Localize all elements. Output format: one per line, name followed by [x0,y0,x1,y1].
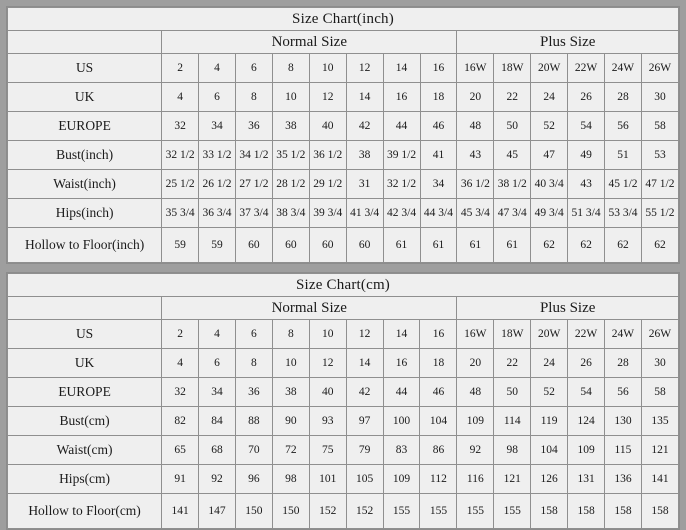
cell-uk-12: 28 [605,83,642,112]
cell-hollow-11: 62 [568,228,605,263]
cell-us-3: 8 [272,54,309,83]
cell-us-9: 18W [494,320,531,349]
cell-europe-8: 48 [457,378,494,407]
cell-hips-11: 131 [568,465,605,494]
cell-us-12: 24W [605,54,642,83]
row-label-hips: Hips(inch) [8,199,162,228]
cell-uk-11: 26 [568,83,605,112]
cell-uk-7: 18 [420,349,457,378]
cell-hollow-13: 158 [641,494,678,529]
cell-bust-10: 47 [531,141,568,170]
row-label-europe: EUROPE [8,112,162,141]
cell-uk-5: 14 [346,83,383,112]
cell-hollow-8: 155 [457,494,494,529]
cell-hips-1: 92 [199,465,236,494]
cell-uk-11: 26 [568,349,605,378]
cell-hips-0: 91 [162,465,199,494]
cell-bust-3: 90 [272,407,309,436]
cell-europe-4: 40 [309,378,346,407]
corner-blank-cell [8,297,162,320]
cell-waist-11: 109 [568,436,605,465]
row-label-hips: Hips(cm) [8,465,162,494]
cell-uk-9: 22 [494,83,531,112]
cell-bust-1: 84 [199,407,236,436]
cell-bust-9: 45 [494,141,531,170]
row-label-us: US [8,54,162,83]
cell-europe-13: 58 [641,112,678,141]
cell-us-11: 22W [568,54,605,83]
table-row [8,320,679,349]
cell-europe-9: 50 [494,112,531,141]
cell-us-2: 6 [235,54,272,83]
cell-bust-1: 33 1/2 [199,141,236,170]
cell-us-2: 6 [235,320,272,349]
cell-us-7: 16 [420,320,457,349]
row-label-uk: UK [8,349,162,378]
cell-europe-5: 42 [346,378,383,407]
cell-europe-3: 38 [272,378,309,407]
cell-europe-12: 56 [605,112,642,141]
cell-uk-7: 18 [420,83,457,112]
cell-uk-9: 22 [494,349,531,378]
cell-hips-0: 35 3/4 [162,199,199,228]
row-label-europe: EUROPE [8,378,162,407]
cell-bust-5: 97 [346,407,383,436]
cell-uk-10: 24 [531,83,568,112]
cell-europe-10: 52 [531,378,568,407]
cell-europe-11: 54 [568,112,605,141]
size-chart-cm-table [7,273,679,529]
cell-hips-4: 101 [309,465,346,494]
cell-bust-6: 39 1/2 [383,141,420,170]
cell-hollow-11: 158 [568,494,605,529]
cell-hollow-3: 150 [272,494,309,529]
cell-hollow-8: 61 [457,228,494,263]
cell-waist-2: 27 1/2 [235,170,272,199]
cell-waist-12: 115 [605,436,642,465]
chart-title-row [8,8,679,31]
cell-hollow-9: 155 [494,494,531,529]
table-row [8,407,679,436]
cell-europe-9: 50 [494,378,531,407]
cell-hips-12: 136 [605,465,642,494]
cell-us-3: 8 [272,320,309,349]
cell-bust-0: 82 [162,407,199,436]
cell-hips-11: 51 3/4 [568,199,605,228]
cell-waist-13: 121 [641,436,678,465]
cell-bust-4: 36 1/2 [309,141,346,170]
cell-hollow-2: 60 [235,228,272,263]
cell-waist-9: 98 [494,436,531,465]
cell-us-6: 14 [383,54,420,83]
cell-uk-3: 10 [272,83,309,112]
cell-us-8: 16W [457,320,494,349]
cell-uk-6: 16 [383,349,420,378]
cell-uk-3: 10 [272,349,309,378]
cell-hollow-7: 155 [420,494,457,529]
table-row [8,83,679,112]
cell-europe-6: 44 [383,112,420,141]
cell-us-12: 24W [605,320,642,349]
cell-hollow-4: 152 [309,494,346,529]
row-label-waist: Waist(inch) [8,170,162,199]
cell-hollow-2: 150 [235,494,272,529]
cell-hips-6: 109 [383,465,420,494]
cell-hips-10: 49 3/4 [531,199,568,228]
chart-group-row [8,297,679,320]
cell-bust-2: 88 [235,407,272,436]
cell-hollow-5: 152 [346,494,383,529]
cell-europe-8: 48 [457,112,494,141]
cell-bust-10: 119 [531,407,568,436]
cell-uk-2: 8 [235,349,272,378]
cell-uk-12: 28 [605,349,642,378]
cell-europe-1: 34 [199,378,236,407]
cell-bust-7: 41 [420,141,457,170]
cell-hips-4: 39 3/4 [309,199,346,228]
cell-bust-4: 93 [309,407,346,436]
cell-bust-8: 109 [457,407,494,436]
table-row [8,349,679,378]
table-row [8,465,679,494]
cell-bust-11: 124 [568,407,605,436]
cell-hips-5: 41 3/4 [346,199,383,228]
row-label-waist: Waist(cm) [8,436,162,465]
cell-us-0: 2 [162,320,199,349]
cell-waist-9: 38 1/2 [494,170,531,199]
cell-europe-2: 36 [235,378,272,407]
cell-europe-4: 40 [309,112,346,141]
table-row [8,378,679,407]
cell-us-13: 26W [641,54,678,83]
cell-us-13: 26W [641,320,678,349]
cell-waist-7: 34 [420,170,457,199]
cell-uk-13: 30 [641,349,678,378]
cell-europe-7: 46 [420,112,457,141]
cell-bust-11: 49 [568,141,605,170]
cell-waist-2: 70 [235,436,272,465]
size-chart-inch-table [7,7,679,263]
cell-hips-8: 45 3/4 [457,199,494,228]
table-row [8,436,679,465]
cell-europe-1: 34 [199,112,236,141]
cell-hips-1: 36 3/4 [199,199,236,228]
row-label-hollow-to-floor: Hollow to Floor(cm) [8,494,162,529]
cell-bust-12: 130 [605,407,642,436]
cell-europe-10: 52 [531,112,568,141]
row-label-us: US [8,320,162,349]
cell-hips-13: 141 [641,465,678,494]
cell-hollow-6: 61 [383,228,420,263]
cell-waist-8: 36 1/2 [457,170,494,199]
cell-waist-0: 65 [162,436,199,465]
table-row [8,199,679,228]
cell-bust-12: 51 [605,141,642,170]
cell-uk-1: 6 [199,83,236,112]
cell-hollow-4: 60 [309,228,346,263]
cell-hips-12: 53 3/4 [605,199,642,228]
size-chart-cm [6,272,680,530]
table-row [8,170,679,199]
row-label-bust: Bust(inch) [8,141,162,170]
table-row [8,54,679,83]
cell-hips-5: 105 [346,465,383,494]
cell-us-5: 12 [346,320,383,349]
cell-bust-2: 34 1/2 [235,141,272,170]
cell-hips-8: 116 [457,465,494,494]
cell-uk-2: 8 [235,83,272,112]
cell-hollow-1: 147 [199,494,236,529]
cell-europe-7: 46 [420,378,457,407]
cell-uk-4: 12 [309,349,346,378]
cell-waist-4: 75 [309,436,346,465]
cell-bust-5: 38 [346,141,383,170]
cell-waist-8: 92 [457,436,494,465]
cell-hollow-3: 60 [272,228,309,263]
cell-hollow-10: 158 [531,494,568,529]
cell-waist-1: 68 [199,436,236,465]
group-header-plus-size: Plus Size [457,297,679,320]
cell-hollow-1: 59 [199,228,236,263]
table-row [8,112,679,141]
cell-us-11: 22W [568,320,605,349]
cell-uk-6: 16 [383,83,420,112]
cell-waist-13: 47 1/2 [641,170,678,199]
cell-hollow-0: 59 [162,228,199,263]
chart-title: Size Chart(cm) [8,274,679,297]
cell-us-1: 4 [199,54,236,83]
cell-hips-9: 121 [494,465,531,494]
cell-europe-2: 36 [235,112,272,141]
cell-uk-5: 14 [346,349,383,378]
cell-bust-9: 114 [494,407,531,436]
cell-bust-13: 53 [641,141,678,170]
cell-hollow-6: 155 [383,494,420,529]
cell-us-0: 2 [162,54,199,83]
cell-hips-7: 44 3/4 [420,199,457,228]
cell-hips-3: 98 [272,465,309,494]
cell-hips-6: 42 3/4 [383,199,420,228]
cell-us-4: 10 [309,54,346,83]
cell-uk-10: 24 [531,349,568,378]
cell-waist-5: 31 [346,170,383,199]
cell-europe-3: 38 [272,112,309,141]
table-row [8,141,679,170]
cell-waist-0: 25 1/2 [162,170,199,199]
chart-title: Size Chart(inch) [8,8,679,31]
cell-bust-8: 43 [457,141,494,170]
size-chart-inch [6,6,680,264]
cell-waist-6: 83 [383,436,420,465]
group-header-normal-size: Normal Size [162,297,457,320]
cell-bust-7: 104 [420,407,457,436]
cell-hips-13: 55 1/2 [641,199,678,228]
cell-europe-13: 58 [641,378,678,407]
cell-waist-10: 40 3/4 [531,170,568,199]
cell-hips-3: 38 3/4 [272,199,309,228]
cell-hollow-9: 61 [494,228,531,263]
chart-title-row [8,274,679,297]
cell-waist-3: 28 1/2 [272,170,309,199]
cell-waist-1: 26 1/2 [199,170,236,199]
table-row [8,494,679,529]
cell-hollow-13: 62 [641,228,678,263]
cell-hips-2: 37 3/4 [235,199,272,228]
cell-us-1: 4 [199,320,236,349]
cell-waist-4: 29 1/2 [309,170,346,199]
cell-bust-6: 100 [383,407,420,436]
cell-waist-12: 45 1/2 [605,170,642,199]
cell-us-6: 14 [383,320,420,349]
cell-uk-8: 20 [457,349,494,378]
cell-uk-0: 4 [162,349,199,378]
cell-us-7: 16 [420,54,457,83]
cell-waist-5: 79 [346,436,383,465]
cell-europe-12: 56 [605,378,642,407]
cell-uk-1: 6 [199,349,236,378]
cell-us-8: 16W [457,54,494,83]
cell-hips-7: 112 [420,465,457,494]
cell-us-4: 10 [309,320,346,349]
cell-europe-6: 44 [383,378,420,407]
cell-uk-8: 20 [457,83,494,112]
cell-hips-2: 96 [235,465,272,494]
cell-hollow-7: 61 [420,228,457,263]
corner-blank-cell [8,31,162,54]
cell-waist-10: 104 [531,436,568,465]
group-header-plus-size: Plus Size [457,31,679,54]
row-label-hollow-to-floor: Hollow to Floor(inch) [8,228,162,263]
row-label-bust: Bust(cm) [8,407,162,436]
cell-hollow-10: 62 [531,228,568,263]
table-row [8,228,679,263]
cell-hollow-12: 158 [605,494,642,529]
cell-hips-10: 126 [531,465,568,494]
cell-waist-6: 32 1/2 [383,170,420,199]
cell-waist-3: 72 [272,436,309,465]
cell-europe-0: 32 [162,112,199,141]
cell-hollow-0: 141 [162,494,199,529]
group-header-normal-size: Normal Size [162,31,457,54]
cell-europe-11: 54 [568,378,605,407]
cell-bust-0: 32 1/2 [162,141,199,170]
cell-us-10: 20W [531,54,568,83]
cell-hollow-12: 62 [605,228,642,263]
cell-us-10: 20W [531,320,568,349]
cell-hips-9: 47 3/4 [494,199,531,228]
cell-us-5: 12 [346,54,383,83]
cell-europe-0: 32 [162,378,199,407]
cell-uk-0: 4 [162,83,199,112]
cell-uk-4: 12 [309,83,346,112]
cell-bust-13: 135 [641,407,678,436]
cell-hollow-5: 60 [346,228,383,263]
cell-us-9: 18W [494,54,531,83]
cell-uk-13: 30 [641,83,678,112]
chart-group-row [8,31,679,54]
row-label-uk: UK [8,83,162,112]
cell-waist-7: 86 [420,436,457,465]
cell-waist-11: 43 [568,170,605,199]
cell-europe-5: 42 [346,112,383,141]
cell-bust-3: 35 1/2 [272,141,309,170]
